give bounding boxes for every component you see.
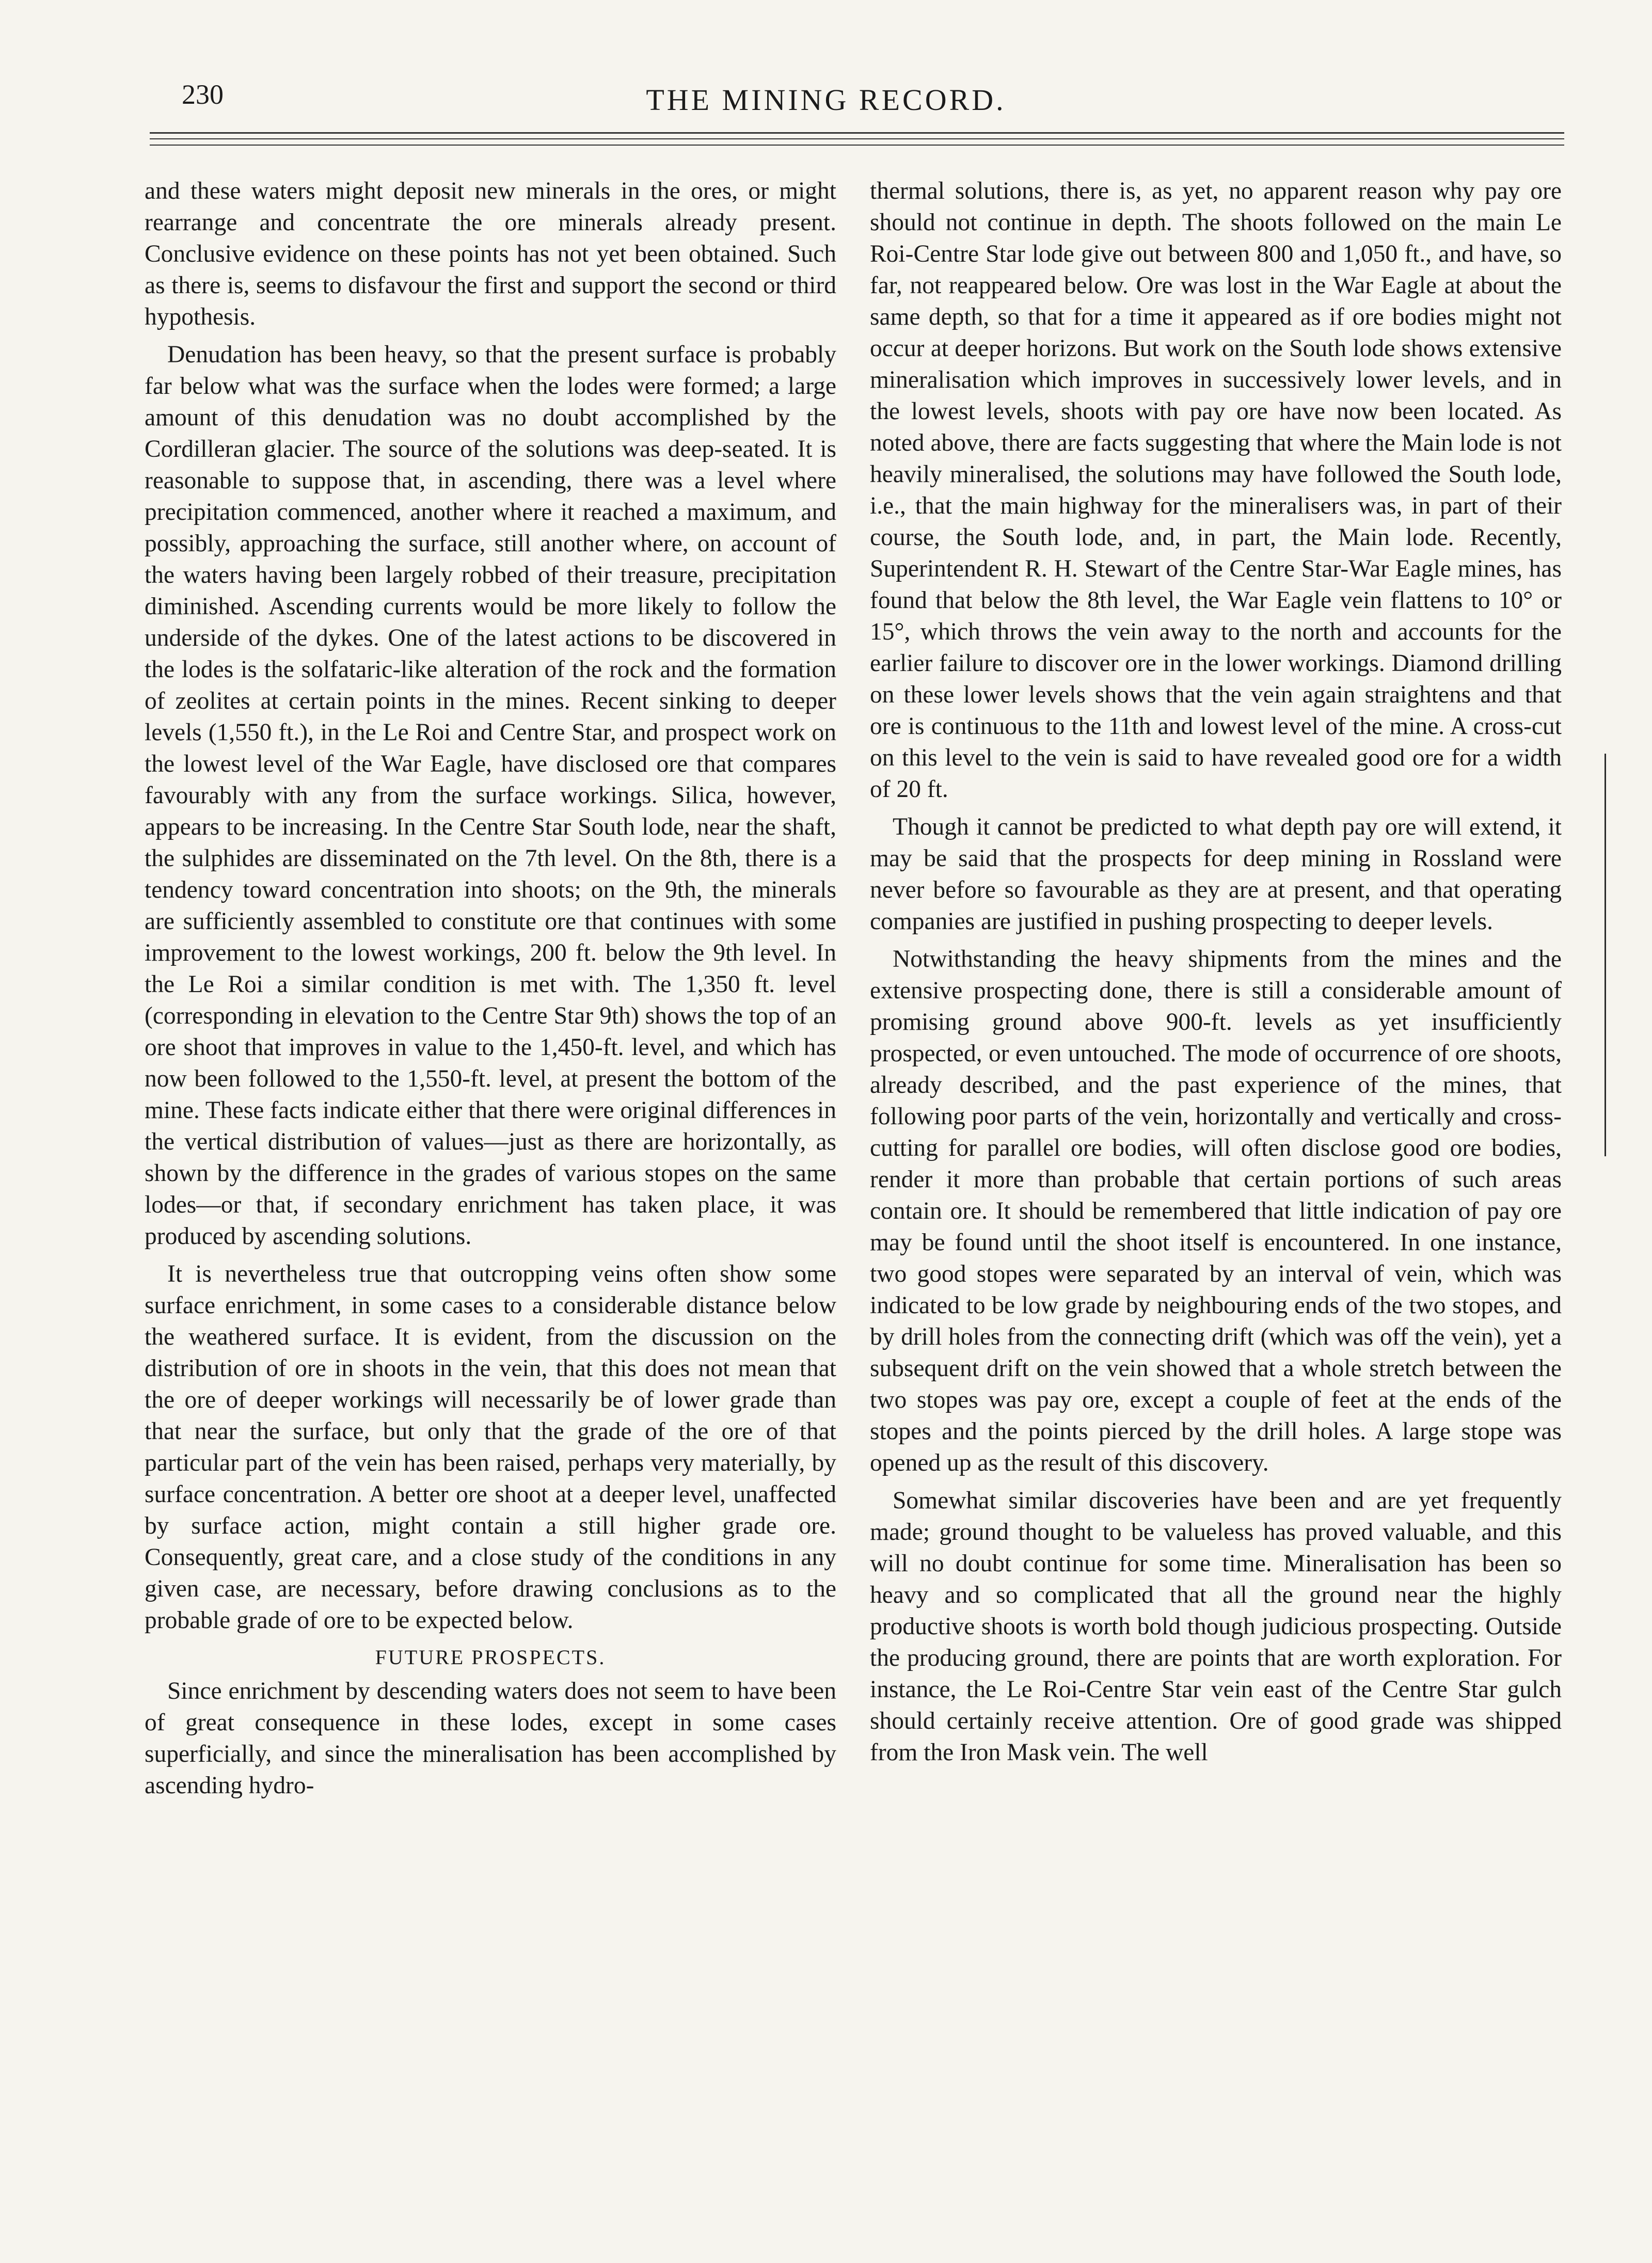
header-rule (150, 145, 1564, 146)
margin-mark (1605, 754, 1606, 1156)
paragraph: Though it cannot be predicted to what depth pay ore will extend, it may be said that the prospects for deep mining in Rossland were never before so favourable as they are at present, and that operating companies are justified in pushing prospecting to deeper levels. (870, 814, 1562, 935)
page-number: 230 (182, 79, 224, 110)
paragraph: Denudation has been heavy, so that the present surface is probably far below what was the surface when the lodes were formed; a large amount of this denudation was no doubt accomplished by the Cordilleran glacier. The source of the solutions was deep-seated. It is reasonable to suppose that, in ascending, there was a level where precipitation commenced, another where it reached a maximum, and possibly, approaching the surface, still another where, on account of the waters having been largely robbed of their treasure, precipitation diminished. Ascending currents would be more likely to follow the underside of the dykes. One of the latest actions to be discovered in the lodes is the solfataric-like alteration of the rock and the formation of zeolites at certain points in the mines. Recent sinking to deeper levels (1,550 ft.), in the Le Roi and Centre Star, and prospect work on the lowest level of the War Eagle, have disclosed ore that compares favourably with any from the surface workings. Silica, however, appears to be increasing. In the Centre Star South lode, near the shaft, the sulphides are disseminated on the 7th level. On the 8th, there is a tendency toward concentration into shoots; on the 9th, the minerals are sufficiently assembled to constitute ore that continues with some improvement to the lowest workings, 200 ft. below the 9th level. In the Le Roi a similar condition is met with. The 1,350 ft. level (corresponding in elevation to the Centre Star 9th) shows the top of an ore shoot that improves in value to the 1,450-ft. level, and which has now been followed to the 1,550-ft. level, at present the bottom of the mine. These facts indicate either that there were original differences in the vertical distribution of values—just as there are horizontally, as shown by the difference in the grades of various stopes on the same lodes—or that, if secondary enrichment has taken place, it was produced by ascending solutions. (145, 341, 836, 1250)
right-column (870, 176, 1562, 1775)
paragraph: Since enrichment by descending waters does not seem to have been of great consequence in these lodes, except in some cases superficially, and since the mineralisation has been accomplished by ascending hydro- (145, 1678, 836, 1799)
header-rule (150, 132, 1564, 134)
running-title: THE MINING RECORD. (646, 83, 1006, 117)
paragraph: Somewhat similar discoveries have been and are yet frequently made; ground thought to be valueless has proved valuable, and this will no doubt continue for some time. Mineralisation has been so heavy and so complicated that all the ground near the highly productive shoots is worth bold though judicious prospecting. Outside the producing ground, there are points that are worth exploration. For instance, the Le Roi-Centre Star vein east of the Centre Star gulch should certainly receive attention. Ore of good grade was shipped from the Iron Mask vein. The well (870, 1487, 1562, 1766)
left-column (145, 176, 836, 1808)
header-rule (150, 138, 1564, 139)
section-heading: FUTURE PROSPECTS. (375, 1646, 606, 1669)
paragraph: Notwithstanding the heavy shipments from the mines and the extensive prospecting done, there is still a considerable amount of promising ground above 900-ft. levels as yet insufficiently prospected, or even untouched. The mode of occurrence of ore shoots, already described, and the past experience of the mines, that following poor parts of the vein, horizontally and vertically and cross-cutting for parallel ore bodies, will often disclose good ore bodies, render it more than probable that certain portions of such areas contain ore. It should be remembered that little indication of pay ore may be found until the shoot itself is encountered. In one instance, two good stopes were separated by an interval of vein, which was indicated to be low grade by neighbouring ends of the two stopes, and by drill holes from the connecting drift (which was off the vein), yet a subsequent drift on the vein showed that a whole stretch between the two stopes was pay ore, except a couple of feet at the ends of the stopes and the points pierced by the drill holes. A large stope was opened up as the result of this discovery. (870, 946, 1562, 1476)
paragraph: It is nevertheless true that outcropping veins often show some surface enrichment, in some cases to a considerable distance below the weathered surface. It is evident, from the discussion on the distribution of ore in shoots in the vein, that this does not mean that the ore of deeper workings will necessarily be of lower grade than that near the surface, but only that the grade of the ore of that particular part of the vein has been raised, perhaps very materially, by surface concentration. A better ore shoot at a deeper level, unaffected by surface action, might contain a still higher grade ore. Consequently, great care, and a close study of the conditions in any given case, are necessary, before drawing conclusions as to the probable grade of ore to be expected below. (145, 1261, 836, 1634)
paragraph: thermal solutions, there is, as yet, no apparent reason why pay ore should not continue in depth. The shoots followed on the main Le Roi-Centre Star lode give out between 800 and 1,050 ft., and have, so far, not reappeared below. Ore was lost in the War Eagle at about the same depth, so that for a time it appeared as if ore bodies might not occur at deeper horizons. But work on the South lode shows extensive mineralisation which improves in successively lower levels, and in the lowest levels, shoots with pay ore have now been located. As noted above, there are facts suggesting that where the Main lode is not heavily mineralised, the solutions may have followed the South lode, i.e., that the main highway for the mineralisers was, in part of their course, the South lode, and, in part, the Main lode. Recently, Superintendent R. H. Stewart of the Centre Star-War Eagle mines, has found that below the 8th level, the War Eagle vein flattens to 10° or 15°, which throws the vein away to the north and accounts for the earlier failure to discover ore in the lower workings. Diamond drilling on these lower levels shows that the vein again straightens and that ore is continuous to the 11th and lowest level of the mine. A cross-cut on this level to the vein is said to have revealed good ore for a width of 20 ft. (870, 178, 1562, 803)
paragraph: and these waters might deposit new minerals in the ores, or might rearrange and concentrate the ore minerals already present. Conclusive evidence on these points has not yet been obtained. Such as there is, seems to disfavour the first and support the second or third hypothesis. (145, 178, 836, 330)
